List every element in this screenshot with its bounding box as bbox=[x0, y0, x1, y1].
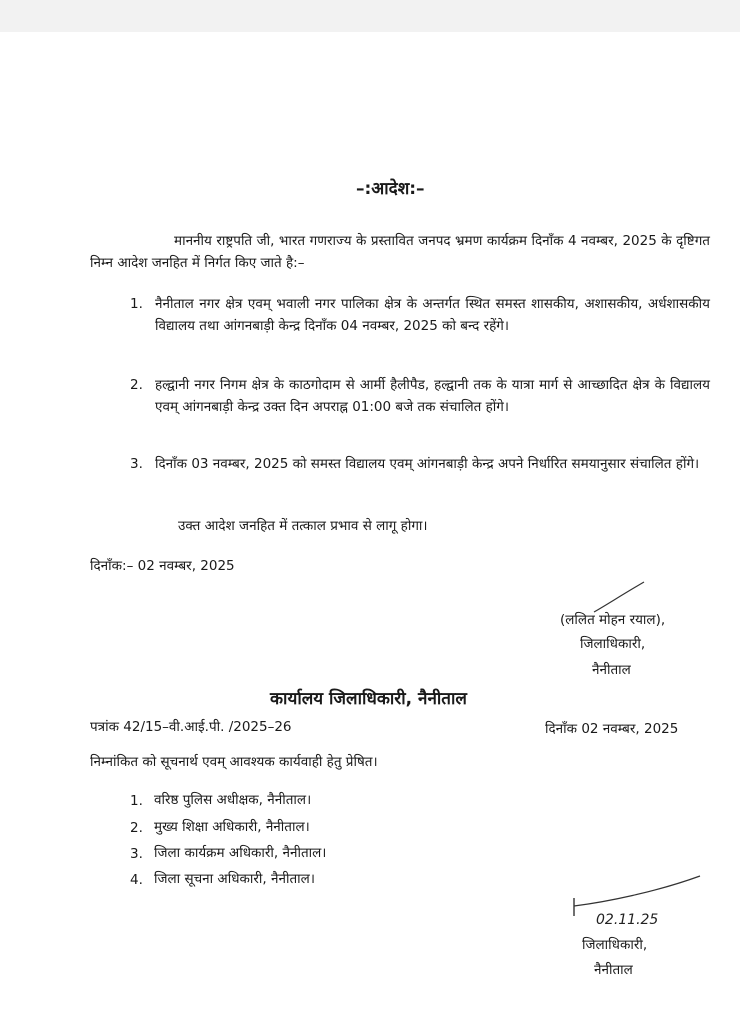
recipient-number-1: 1. bbox=[130, 793, 143, 809]
recipient-2: मुख्य शिक्षा अधिकारी, नैनीताल। bbox=[154, 819, 310, 835]
signatory-place: नैनीताल bbox=[592, 662, 631, 678]
order-item-1: नैनीताल नगर क्षेत्र एवम् भवाली नगर पालिका क्षेत्र के अन्तर्गत स्थित समस्त शासकीय, अशासकीय, अर्धशासकीय विद्यालय तथा आंगनबाड़ी केन्द्र दिनाँक 04 नवम्बर, 2025 को बन्द रहेंगे। bbox=[155, 296, 710, 334]
top-margin-band bbox=[0, 0, 740, 32]
handwritten-date: 02.11.25 bbox=[596, 912, 659, 928]
recipient-4: जिला सूचना अधिकारी, नैनीताल। bbox=[154, 871, 315, 887]
signatory-designation: जिलाधिकारी, bbox=[580, 636, 646, 652]
footer-designation: जिलाधिकारी, bbox=[582, 937, 648, 953]
order-item-number-1: 1. bbox=[130, 296, 143, 312]
forward-line: निम्नांकित को सूचनार्थ एवम् आवश्यक कार्यवाही हेतु प्रेषित। bbox=[90, 754, 378, 770]
order-item-number-3: 3. bbox=[130, 456, 143, 472]
order-date: दिनाँक:– 02 नवम्बर, 2025 bbox=[90, 558, 235, 574]
recipient-number-4: 4. bbox=[130, 872, 143, 888]
signatory-name: (ललित मोहन रयाल), bbox=[560, 612, 666, 628]
footer-place: नैनीताल bbox=[594, 962, 633, 978]
recipient-number-2: 2. bbox=[130, 820, 143, 836]
order-item-2: हल्द्वानी नगर निगम क्षेत्र के काठगोदाम से आर्मी हैलीपैड, हल्द्वानी तक के यात्रा मार्ग से आच्छादित क्षेत्र के विद्यालय एवम् आंगनबाड़ी केन्द्र उक्त दिन अपराह्न 01:00 बजे तक संचालित होंगे। bbox=[155, 377, 710, 415]
recipient-3: जिला कार्यक्रम अधिकारी, नैनीताल। bbox=[154, 845, 327, 861]
recipient-number-3: 3. bbox=[130, 846, 143, 862]
effect-line: उक्त आदेश जनहित में तत्काल प्रभाव से लागू होगा। bbox=[178, 518, 428, 534]
office-heading: कार्यालय जिलाधिकारी, नैनीताल bbox=[270, 689, 467, 709]
letter-date: दिनाँक 02 नवम्बर, 2025 bbox=[545, 721, 679, 737]
letter-number: पत्रांक 42/15–वी.आई.पी. /2025–26 bbox=[90, 719, 292, 735]
recipient-1: वरिष्ठ पुलिस अधीक्षक, नैनीताल। bbox=[154, 792, 312, 808]
order-title: –:आदेश:– bbox=[356, 179, 425, 199]
order-item-number-2: 2. bbox=[130, 377, 143, 393]
order-item-3: दिनाँक 03 नवम्बर, 2025 को समस्त विद्यालय एवम् आंगनबाड़ी केन्द्र अपने निर्धारित समयानुसार संचालित होंगे। bbox=[155, 456, 700, 472]
intro-paragraph: माननीय राष्ट्रपति जी, भारत गणराज्य के प्रस्तावित जनपद भ्रमण कार्यक्रम दिनाँक 4 नवम्बर, 2025 के दृष्टिगत निम्न आदेश जनहित में निर्गत किए जाते है:– bbox=[90, 233, 710, 271]
initials-mark bbox=[566, 870, 706, 930]
